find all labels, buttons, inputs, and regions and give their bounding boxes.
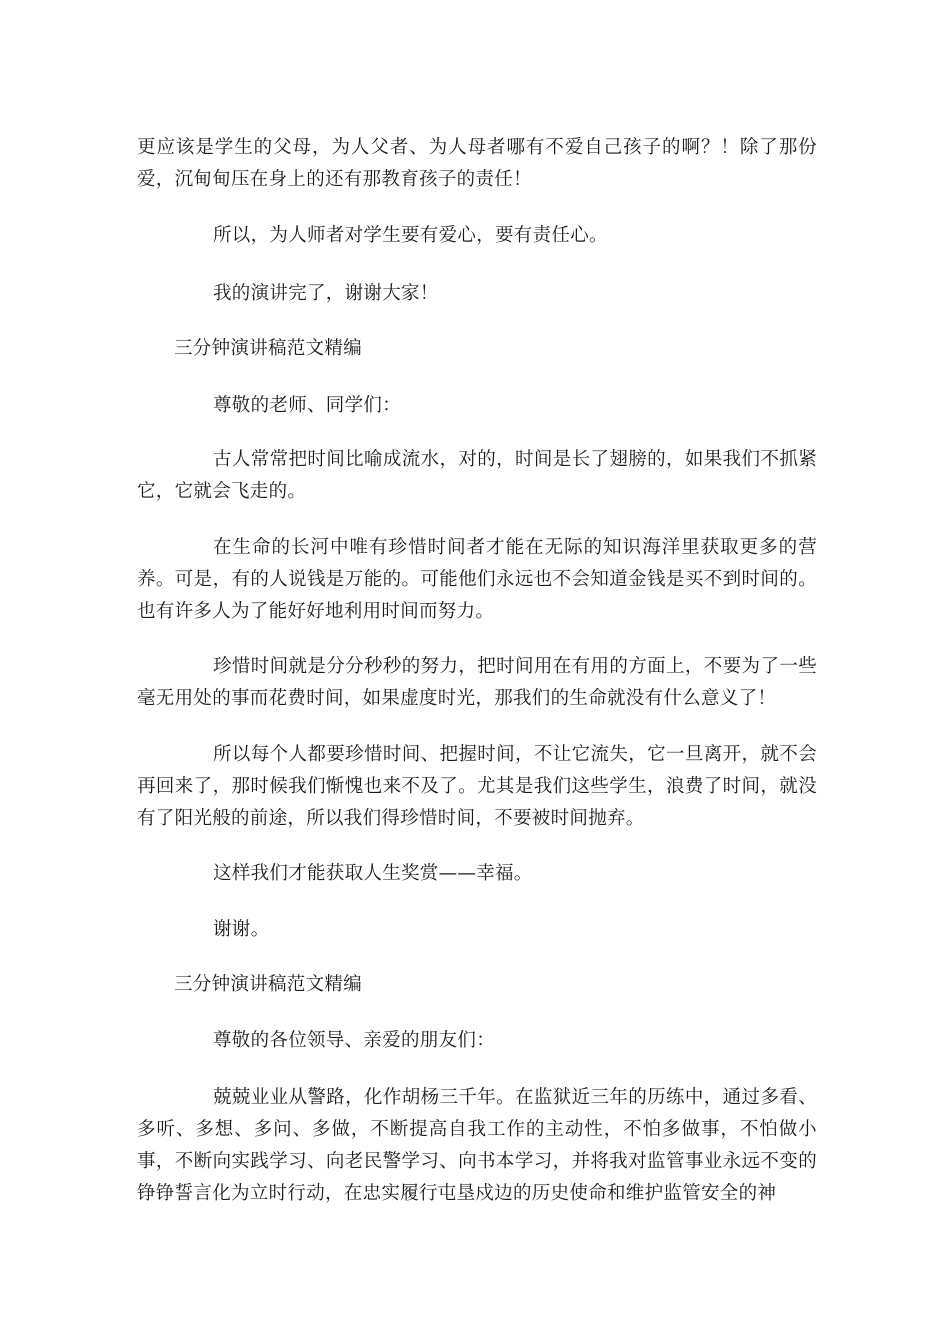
paragraph-everyone-cherish: 所以每个人都要珍惜时间、把握时间，不让它流失，它一旦离开，就不会再回来了，那时候我们惭愧也来不及了。尤其是我们这些学生，浪费了时间，就没有了阳光般的前途，所以我们得珍惜时间，不要被时间抛弃。: [137, 744, 817, 829]
paragraph-greeting-2: 尊敬的各位领导、亲爱的朋友们：: [213, 1030, 496, 1051]
section-heading-1: 三分钟演讲稿范文精编: [174, 338, 363, 359]
paragraph-time-water: 古人常常把时间比喻成流水，对的，时间是长了翅膀的，如果我们不抓紧它，它就会飞走的。: [137, 449, 817, 502]
paragraph-reward-happiness: 这样我们才能获取人生奖赏——幸福。: [213, 863, 533, 884]
paragraph-greeting-1: 尊敬的老师、同学们：: [213, 395, 402, 416]
paragraph-teacher-love: 所以，为人师者对学生要有爱心，要有责任心。: [213, 225, 608, 246]
paragraph-cherish-time: 珍惜时间就是分分秒秒的努力，把时间用在有用的方面上，不要为了一些毫无用处的事而花费时间，如果虚度时光，那我们的生命就没有什么意义了！: [137, 656, 817, 709]
paragraph-river-of-life: 在生命的长河中唯有珍惜时间者才能在无际的知识海洋里获取更多的营养。可是，有的人说钱是万能的。可能他们永远也不会知道金钱是买不到时间的。也有许多人为了能好好地利用时间而努力。: [137, 537, 817, 622]
paragraph-thanks: 谢谢。: [213, 919, 270, 940]
section-heading-2: 三分钟演讲稿范文精编: [174, 974, 363, 995]
paragraph-parents-responsibility: 更应该是学生的父母，为人父者、为人母者哪有不爱自己孩子的啊？！除了那份爱，沉甸甸压在身上的还有那教育孩子的责任！: [137, 137, 817, 190]
paragraph-police-road: 兢兢业业从警路，化作胡杨三千年。在监狱近三年的历练中，通过多看、多听、多想、多问、多做，不断提高自我工作的主动性，不怕多做事，不怕做小事，不断向实践学习、向老民警学习、向书本学习，并将我对监管事业永远不变的铮铮誓言化为立时行动，在忠实履行屯垦戍边的历史使命和维护监管安全的神: [137, 1087, 817, 1204]
paragraph-speech-end: 我的演讲完了，谢谢大家！: [213, 283, 439, 304]
